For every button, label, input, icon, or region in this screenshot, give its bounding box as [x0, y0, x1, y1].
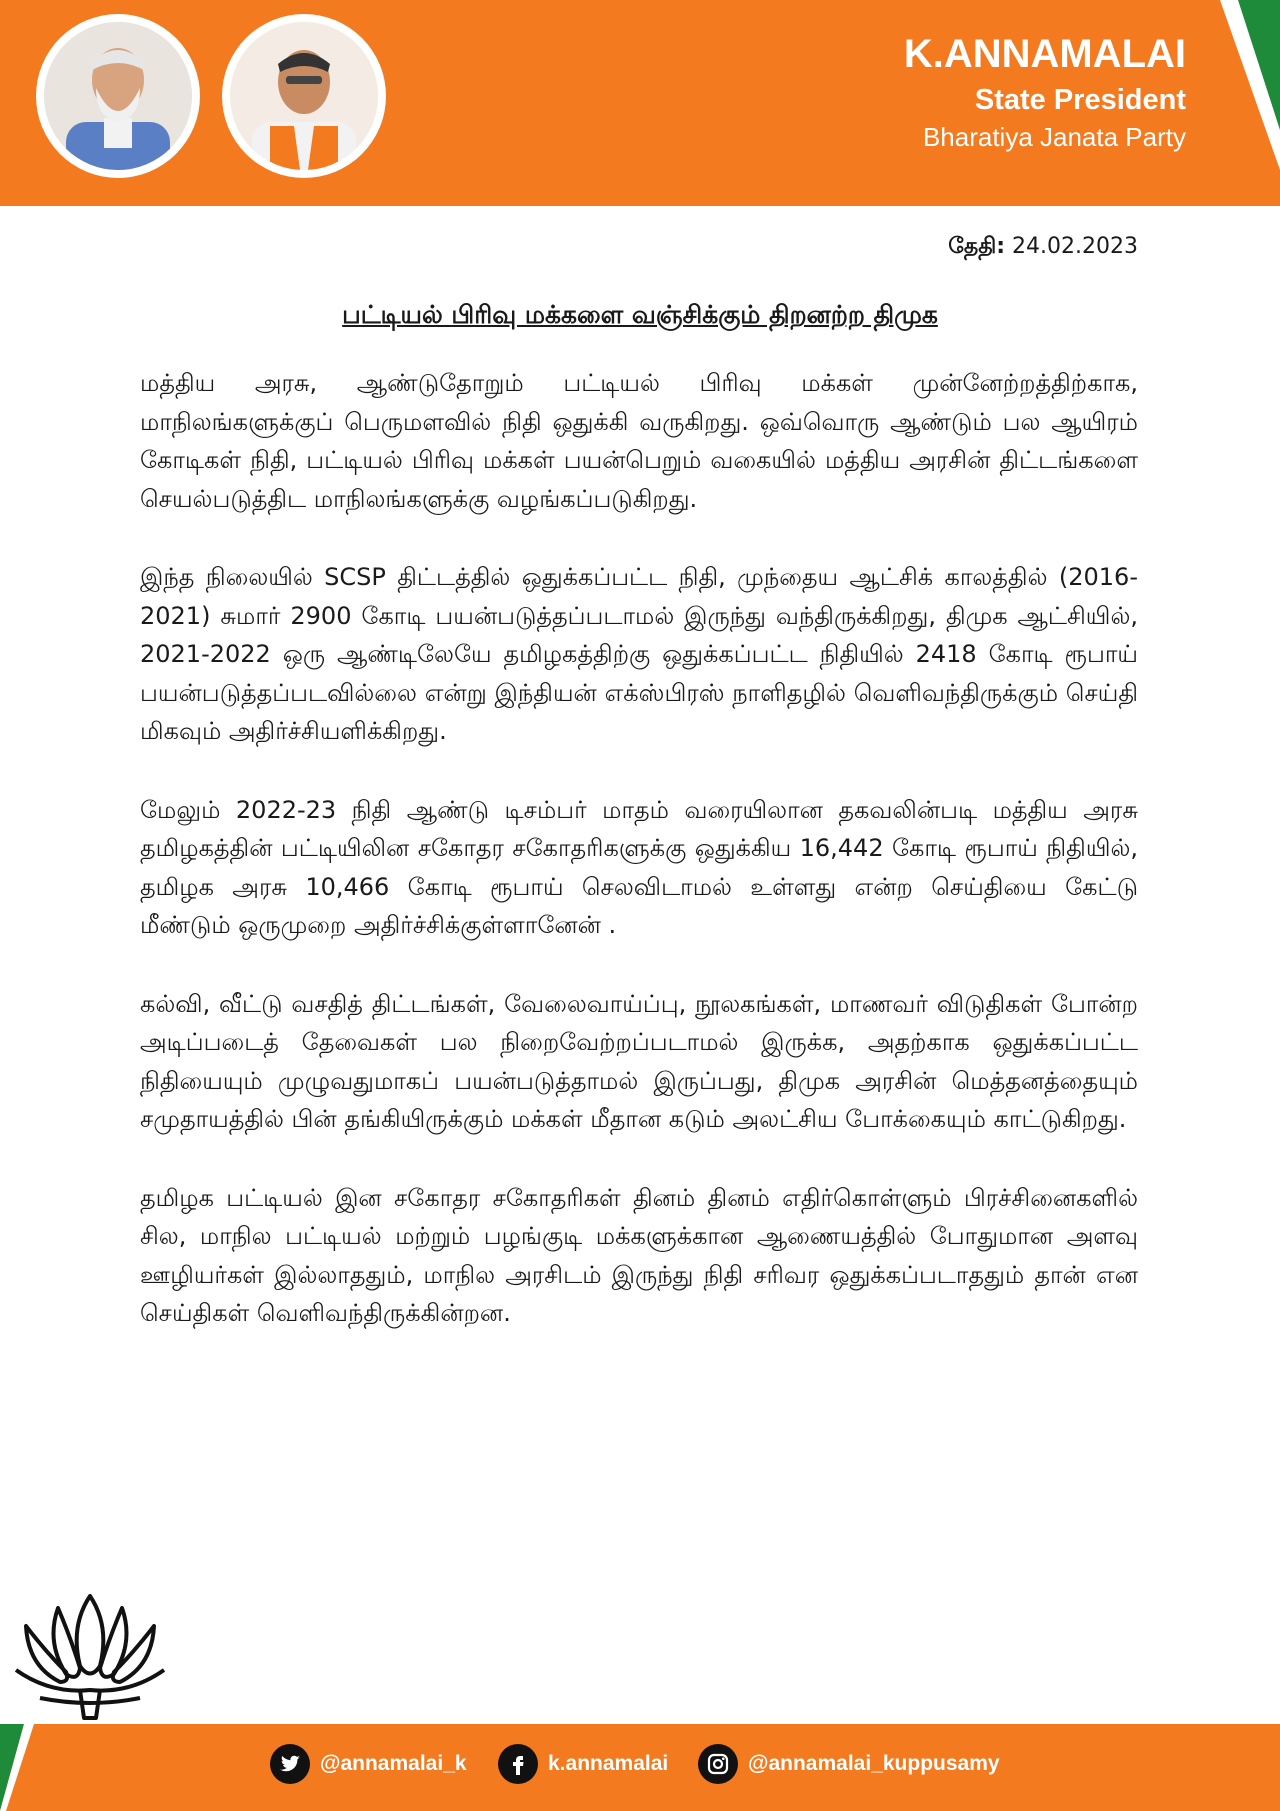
- lotus-logo-icon: [10, 1586, 170, 1720]
- date-value: 24.02.2023: [1012, 234, 1138, 259]
- leader-portrait-1: [36, 14, 200, 178]
- instagram-handle[interactable]: [698, 1744, 1000, 1784]
- facebook-handle[interactable]: [498, 1744, 668, 1784]
- paragraph: மேலும் 2022-23 நிதி ஆண்டு டிசம்பர் மாதம் வரையிலான தகவலின்படி மத்திய அரசு தமிழகத்தின் பட்டியிலின சகோதர சகோதரிகளுக்கு ஒதுக்கிய 16,442 கோடி ரூபாய் நிதியில், தமிழக அரசு 10,466 கோடி ரூபாய் செலவிடாமல் உள்ளது என்ற செய்தியை கேட்டு மீண்டும் ஒருமுறை அதிர்ச்சிக்குள்ளானேன் .: [140, 795, 1138, 939]
- instagram-icon: [698, 1744, 738, 1784]
- letterhead-header: [0, 0, 1280, 206]
- paragraph: இந்த நிலையில் SCSP திட்டத்தில் ஒதுக்கப்பட்ட நிதி, முந்தைய ஆட்சிக் காலத்தில் (2016-2021) சுமார் 2900 கோடி பயன்படுத்தப்படாமல் இருந்து வந்திருக்கிறது, திமுக ஆட்சியில், 2021-2022 ஒரு ஆண்டிலேயே தமிழகத்திற்கு ஒதுக்கப்பட்ட நிதியில் 2418 கோடி ரூபாய் பயன்படுத்தப்படவில்லை என்று இந்தியன் எக்ஸ்பிரஸ் நாளிதழில் வெளிவந்திருக்கும் செய்தி மிகவும் அதிர்ச்சியளிக்கிறது.: [140, 563, 1138, 745]
- facebook-text: k.annamalai: [548, 1752, 669, 1775]
- letter-body: [140, 364, 1138, 1373]
- paragraph: கல்வி, வீட்டு வசதித் திட்டங்கள், வேலைவாய்ப்பு, நூலகங்கள், மாணவர் விடுதிகள் போன்ற அடிப்படைத் தேவைகள் பல நிறைவேற்றப்படாமல் இருக்க, அதற்காக ஒதுக்கப்பட்ட நிதியையும் முழுவதுமாகப் பயன்படுத்தாமல் இருப்பது, திமுக அரசின் மெத்தனத்தையும் சமுதாயத்தில் பின் தங்கியிருக்கும் மக்கள் மீதான கடும் அலட்சிய போக்கையும் காட்டுகிறது.: [140, 989, 1138, 1133]
- leader-name: K.ANNAMALAI: [903, 32, 1186, 76]
- paragraph: மத்திய அரசு, ஆண்டுதோறும் பட்டியல் பிரிவு மக்கள் முன்னேற்றத்திற்காக, மாநிலங்களுக்குப் பெருமளவில் நிதி ஒதுக்கி வருகிறது. ஒவ்வொரு ஆண்டும் பல ஆயிரம் கோடிகள் நிதி, பட்டியல் பிரிவு மக்கள் பயன்பெறும் வகையில் மத்திய அரசின் திட்டங்களை செயல்படுத்திட மாநிலங்களுக்கு வழங்கப்படுகிறது.: [140, 369, 1138, 513]
- letterhead-footer: [0, 1724, 1280, 1811]
- footer-green-stripe: [0, 1724, 60, 1811]
- portrait-2-image: [230, 22, 378, 170]
- twitter-text: @annamalai_k: [320, 1752, 467, 1775]
- leader-role: State President: [974, 84, 1186, 116]
- paragraph: தமிழக பட்டியல் இன சகோதர சகோதரிகள் தினம் தினம் எதிர்கொள்ளும் பிரச்சினைகளில் சில, மாநில பட்டியல் மற்றும் பழங்குடி மக்களுக்கான ஆணையத்தில் போதுமான அளவு ஊழியர்கள் இல்லாததும், மாநில அரசிடம் இருந்து நிதி சரிவர ஒதுக்கப்படாததும் தான் என செய்திகள் வெளிவந்திருக்கின்றன.: [140, 1183, 1138, 1327]
- leader-portrait-2: [222, 14, 386, 178]
- twitter-handle[interactable]: [270, 1744, 467, 1784]
- date-label: தேதி:: [948, 234, 1006, 259]
- instagram-text: @annamalai_kuppusamy: [748, 1752, 1000, 1775]
- portrait-1-image: [44, 22, 192, 170]
- green-stripe: [1220, 0, 1280, 206]
- twitter-icon: [270, 1744, 310, 1784]
- facebook-icon: [498, 1744, 538, 1784]
- letter-title: பட்டியல் பிரிவு மக்களை வஞ்சிக்கும் திறனற்ற திமுக: [342, 300, 938, 329]
- date-line: [948, 234, 1138, 262]
- party-name: Bharatiya Janata Party: [922, 122, 1186, 152]
